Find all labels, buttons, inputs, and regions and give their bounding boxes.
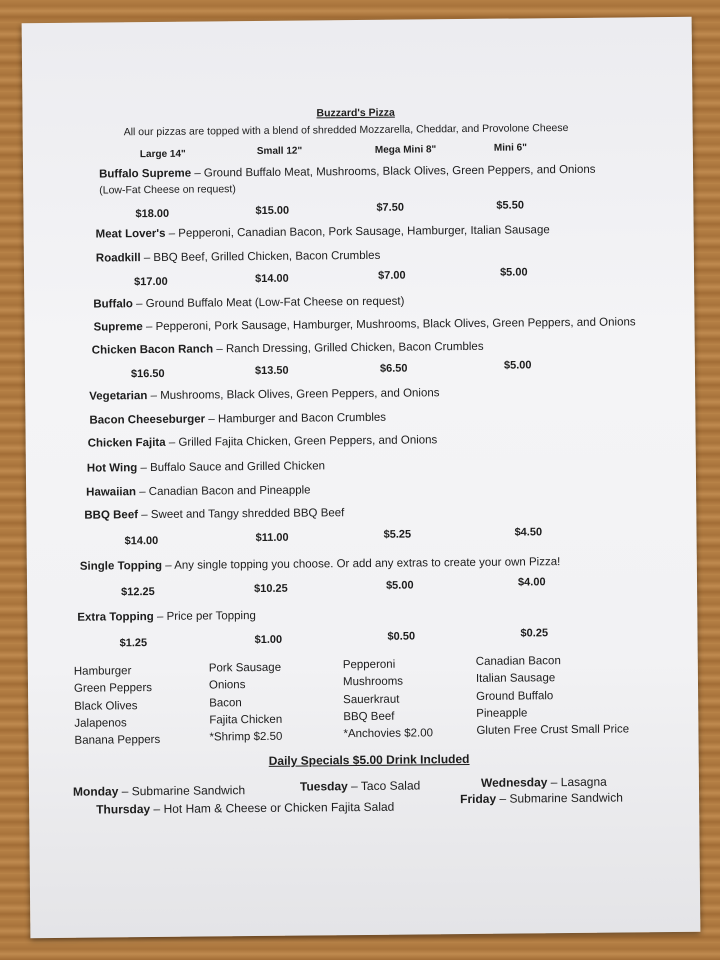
price-mega-mini: $7.00 [378, 269, 406, 282]
pizza-single-topping: Single Topping – Any single topping you choose. Or add any extras to create your own Pizza! [79, 556, 561, 573]
topping-item: Jalapenos [74, 717, 127, 730]
pizza-supreme: Supreme – Pepperoni, Pork Sausage, Hamburger, Mushrooms, Black Olives, Green Peppers, and Onions [93, 316, 636, 334]
topping-item: Gluten Free Crust Small Price [476, 723, 630, 738]
price-large: $14.00 [124, 534, 159, 548]
topping-item: Pepperoni [342, 658, 396, 672]
pizza-roadkill: Roadkill – BBQ Beef, Grilled Chicken, Bacon Crumbles [95, 249, 381, 265]
topping-column-1 [74, 663, 161, 750]
pizza-buffalo-supreme: Buffalo Supreme – Ground Buffalo Meat, Mushrooms, Black Olives, Green Peppers, and Onions [99, 163, 596, 181]
price-mega-mini: $5.25 [383, 528, 412, 541]
pizza-hot-wing: Hot Wing – Buffalo Sauce and Grilled Chicken [86, 460, 326, 475]
pizza-hawaiian: Hawaiian – Canadian Bacon and Pineapple [86, 484, 311, 499]
price-mega-mini: $6.50 [379, 362, 408, 375]
price-small: $10.25 [254, 582, 288, 596]
menu-sheet [22, 17, 701, 938]
price-mini: $5.00 [499, 266, 528, 279]
special-wednesday: Wednesday – Lasagna [480, 774, 607, 790]
menu-title: Buzzard's Pizza [316, 106, 395, 120]
price-large: $12.25 [121, 585, 155, 599]
special-friday: Friday – Submarine Sandwich [460, 790, 623, 807]
topping-item: Pineapple [476, 707, 528, 720]
price-mini: $4.00 [517, 576, 546, 589]
price-mega-mini: $0.50 [387, 630, 416, 643]
pizza-buffalo-supreme-note: (Low-Fat Cheese on request) [99, 183, 236, 197]
topping-item: Bacon [209, 696, 242, 710]
price-large: $1.25 [119, 637, 148, 650]
price-mini: $0.25 [520, 627, 549, 640]
topping-item: Black Olives [74, 699, 138, 713]
price-large: $18.00 [135, 207, 170, 221]
pizza-bacon-cheeseburger: Bacon Cheeseburger – Hamburger and Bacon Crumbles [89, 411, 387, 427]
price-large: $16.50 [130, 367, 165, 381]
price-small: $1.00 [254, 633, 283, 647]
daily-specials-heading: Daily Specials $5.00 Drink Included [268, 751, 470, 768]
topping-item: Mushrooms [342, 675, 404, 689]
topping-item: Ground Buffalo [476, 689, 554, 703]
topping-item: Canadian Bacon [475, 655, 561, 668]
pizza-chicken-bacon-ranch: Chicken Bacon Ranch – Ranch Dressing, Grilled Chicken, Bacon Crumbles [91, 340, 484, 357]
price-mini: $4.50 [514, 526, 543, 539]
topping-item: Hamburger [73, 665, 132, 678]
special-monday: Monday – Submarine Sandwich [72, 783, 246, 799]
size-small: Small 12" [256, 145, 303, 157]
topping-item: *Shrimp $2.50 [209, 730, 283, 744]
cheese-intro: All our pizzas are topped with a blend of shredded Mozzarella, Cheddar, and Provolone Cheese [123, 121, 569, 139]
pizza-buffalo: Buffalo – Ground Buffalo Meat (Low-Fat Cheese on request) [93, 295, 405, 311]
special-thursday: Thursday – Hot Ham & Cheese or Chicken Fajita Salad [96, 799, 395, 817]
price-small: $14.00 [255, 272, 289, 286]
extra-topping: Extra Topping – Price per Topping [77, 610, 256, 624]
topping-item: Pork Sausage [208, 661, 282, 675]
size-large: Large 14" [139, 148, 186, 161]
topping-column-3 [343, 656, 433, 743]
topping-item: Banana Peppers [74, 734, 161, 747]
topping-column-2 [209, 660, 283, 747]
price-mega-mini: $7.50 [376, 201, 404, 214]
price-small: $13.50 [254, 364, 289, 378]
pizza-bbq-beef: BBQ Beef – Sweet and Tangy shredded BBQ Beef [84, 507, 345, 522]
pizza-meat-lovers: Meat Lover's – Pepperoni, Canadian Bacon, Pork Sausage, Hamburger, Italian Sausage [95, 224, 550, 241]
topping-item: Italian Sausage [475, 672, 556, 686]
topping-item: Sauerkraut [343, 693, 400, 706]
topping-item: BBQ Beef [343, 710, 395, 724]
pizza-chicken-fajita: Chicken Fajita – Grilled Fajita Chicken, Green Peppers, and Onions [87, 434, 438, 450]
price-mini: $5.50 [496, 199, 524, 212]
topping-column-4 [476, 652, 630, 740]
size-mini: Mini 6" [493, 142, 527, 154]
topping-item: Fajita Chicken [209, 713, 283, 727]
topping-item: Green Peppers [73, 682, 153, 696]
price-small: $15.00 [255, 204, 290, 218]
price-large: $17.00 [134, 275, 168, 289]
price-mini: $5.00 [503, 359, 532, 372]
price-mega-mini: $5.00 [385, 579, 414, 592]
price-small: $11.00 [255, 531, 289, 545]
pizza-vegetarian: Vegetarian – Mushrooms, Black Olives, Green Peppers, and Onions [89, 387, 440, 403]
topping-item: *Anchovies $2.00 [343, 727, 434, 741]
special-tuesday: Tuesday – Taco Salad [299, 778, 421, 794]
topping-item: Onions [208, 679, 246, 692]
size-mega-mini: Mega Mini 8" [374, 144, 437, 156]
